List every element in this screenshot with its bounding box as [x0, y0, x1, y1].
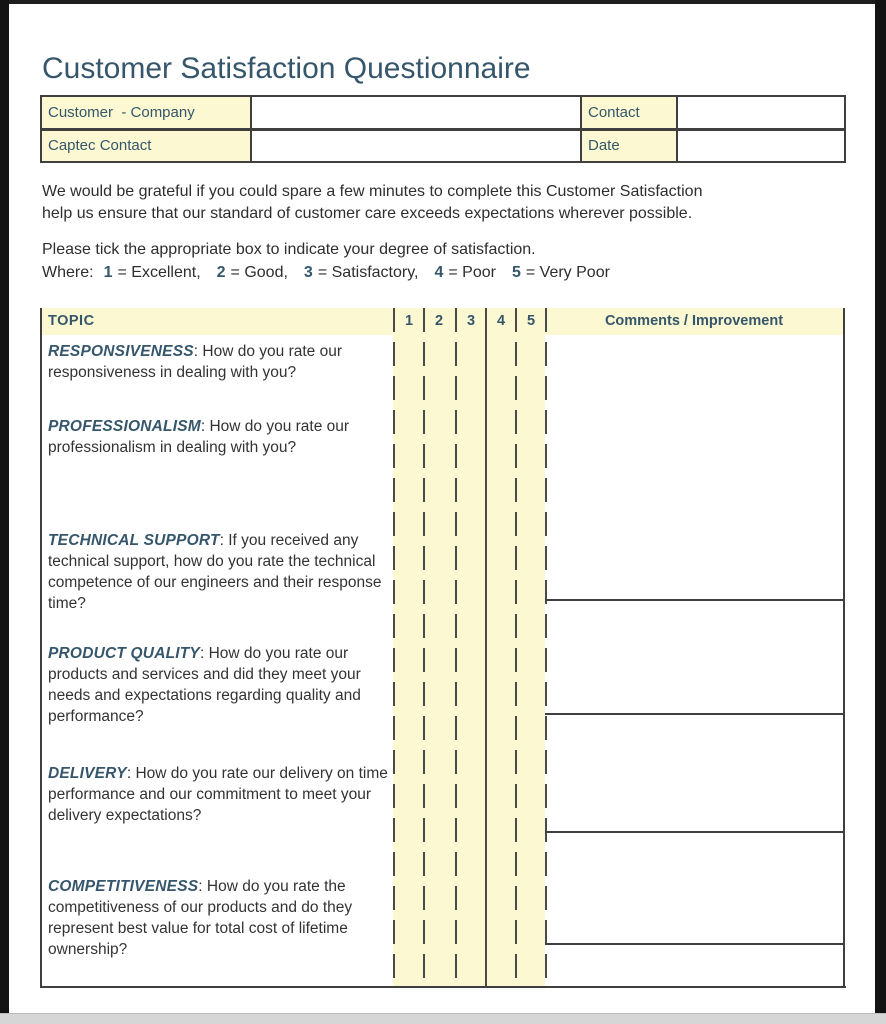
table-bottom-border — [40, 986, 846, 988]
scale-num-3: 3 — [303, 264, 313, 281]
topic-question: : How do you rate our professionalism in dealing with you? — [48, 418, 350, 456]
topic-professionalism — [48, 416, 394, 458]
rating-cell-product-quality-1[interactable] — [395, 639, 423, 750]
rating-cell-delivery-4[interactable] — [487, 754, 515, 864]
topic-delivery — [48, 763, 394, 826]
comments-divider-3 — [545, 831, 843, 833]
comments-box-1[interactable] — [547, 335, 843, 597]
topic-question: : How do you rate our responsiveness in dealing with you? — [48, 343, 342, 381]
rating-cell-technical-support-4[interactable] — [487, 525, 515, 635]
rating-cell-product-quality-5[interactable] — [517, 639, 545, 750]
topic-question: : How do you rate the competitiveness of our products and do they represent best value for total cost of lifetime ownership? — [48, 878, 353, 958]
rating-cell-responsiveness-3[interactable] — [457, 337, 485, 410]
customer-company-input[interactable] — [252, 97, 582, 128]
topic-name: DELIVERY — [48, 765, 127, 782]
rating-column-header-1: 1 — [404, 313, 414, 329]
rating-cell-competitiveness-3[interactable] — [457, 868, 485, 986]
comments-box-5[interactable] — [547, 945, 843, 986]
rating-cell-delivery-2[interactable] — [425, 754, 455, 864]
rating-cell-technical-support-3[interactable] — [457, 525, 485, 635]
rating-cell-competitiveness-5[interactable] — [517, 868, 545, 986]
rating-cell-delivery-1[interactable] — [395, 754, 423, 864]
rating-column-header-5: 5 — [526, 313, 536, 329]
rating-column-header-3: 3 — [466, 313, 476, 329]
topic-question: : If you received any technical support, how do you rate the technical competence of our engineers and their response time? — [48, 532, 382, 612]
scale-label-2: = Good, — [230, 264, 288, 281]
table-left-border — [40, 308, 42, 988]
scale-label-5: = Very Poor — [525, 264, 610, 281]
scale-num-5: 5 — [511, 264, 521, 281]
date-input[interactable] — [678, 131, 844, 162]
page-title: Customer Satisfaction Questionnaire — [42, 52, 531, 85]
comments-divider-1 — [545, 599, 843, 601]
rating-cell-delivery-3[interactable] — [457, 754, 485, 864]
customer-company-label: Customer - Company — [42, 97, 252, 128]
topic-name: TECHNICAL SUPPORT — [48, 532, 220, 549]
rating-cell-responsiveness-4[interactable] — [487, 337, 515, 410]
rating-scale-legend — [42, 264, 610, 282]
scale-num-2: 2 — [216, 264, 226, 281]
rating-cell-professionalism-4[interactable] — [487, 414, 515, 521]
rating-cell-responsiveness-5[interactable] — [517, 337, 545, 410]
rating-cell-competitiveness-4[interactable] — [487, 868, 515, 986]
rating-cell-professionalism-5[interactable] — [517, 414, 545, 521]
scale-num-4: 4 — [434, 264, 444, 281]
topic-name: COMPETITIVENESS — [48, 878, 199, 895]
topic-question: : How do you rate our products and services and did they meet your needs and expectations regarding quality and performance? — [48, 645, 361, 725]
captec-contact-label: Captec Contact — [42, 131, 252, 162]
rating-cell-product-quality-2[interactable] — [425, 639, 455, 750]
rating-cell-professionalism-3[interactable] — [457, 414, 485, 521]
comments-column-header: Comments / Improvement — [604, 313, 784, 329]
contact-input[interactable] — [678, 97, 844, 128]
comments-box-2[interactable] — [547, 601, 843, 711]
contact-info-table — [40, 95, 846, 163]
intro-line-2: help us ensure that our standard of customer care exceeds expectations wherever possible. — [42, 205, 693, 222]
scale-label-1: = Excellent, — [117, 264, 201, 281]
scale-label-4: = Poor — [448, 264, 496, 281]
rating-cell-technical-support-2[interactable] — [425, 525, 455, 635]
page-edge-bottom — [0, 1013, 886, 1024]
rating-cell-competitiveness-1[interactable] — [395, 868, 423, 986]
topic-column-header: TOPIC — [48, 313, 95, 329]
rating-column-header-2: 2 — [434, 313, 444, 329]
scale-num-1: 1 — [103, 264, 113, 281]
survey-table — [40, 308, 846, 988]
page-edge-left — [0, 0, 9, 1013]
comments-divider-4 — [545, 943, 843, 945]
rating-cell-product-quality-3[interactable] — [457, 639, 485, 750]
rating-cell-responsiveness-2[interactable] — [425, 337, 455, 410]
topic-technical-support — [48, 530, 394, 614]
page-edge-top — [0, 0, 886, 4]
instruction-text: Please tick the appropriate box to indicate your degree of satisfaction. — [42, 241, 536, 258]
comments-box-4[interactable] — [547, 833, 843, 941]
contact-label: Contact — [582, 97, 678, 128]
rating-column-header-4: 4 — [496, 313, 506, 329]
rating-cell-professionalism-1[interactable] — [395, 414, 423, 521]
comments-box-3[interactable] — [547, 715, 843, 829]
rating-cell-professionalism-2[interactable] — [425, 414, 455, 521]
captec-contact-input[interactable] — [252, 131, 582, 162]
topic-question: : How do you rate our delivery on time performance and our commitment to meet your delivery expectations? — [48, 765, 388, 824]
page-edge-right — [875, 0, 886, 1013]
topic-name: PRODUCT QUALITY — [48, 645, 200, 662]
where-label: Where: — [42, 264, 94, 281]
rating-cell-product-quality-4[interactable] — [487, 639, 515, 750]
table-right-border — [843, 308, 845, 988]
comments-divider-2 — [545, 713, 843, 715]
topic-name: RESPONSIVENESS — [48, 343, 194, 360]
date-label: Date — [582, 131, 678, 162]
topic-responsiveness — [48, 341, 394, 383]
rating-cell-delivery-5[interactable] — [517, 754, 545, 864]
contact-info-row — [42, 131, 844, 162]
intro-line-1: We would be grateful if you could spare a few minutes to complete this Customer Satisfaction — [42, 183, 703, 200]
topic-competitiveness — [48, 876, 394, 960]
contact-info-row — [42, 97, 844, 131]
rating-cell-technical-support-1[interactable] — [395, 525, 423, 635]
rating-cell-competitiveness-2[interactable] — [425, 868, 455, 986]
topic-name: PROFESSIONALISM — [48, 418, 201, 435]
rating-cell-responsiveness-1[interactable] — [395, 337, 423, 410]
intro-text — [42, 181, 702, 225]
topic-product-quality — [48, 643, 394, 727]
scale-label-3: = Satisfactory, — [317, 264, 419, 281]
rating-cell-technical-support-5[interactable] — [517, 525, 545, 635]
